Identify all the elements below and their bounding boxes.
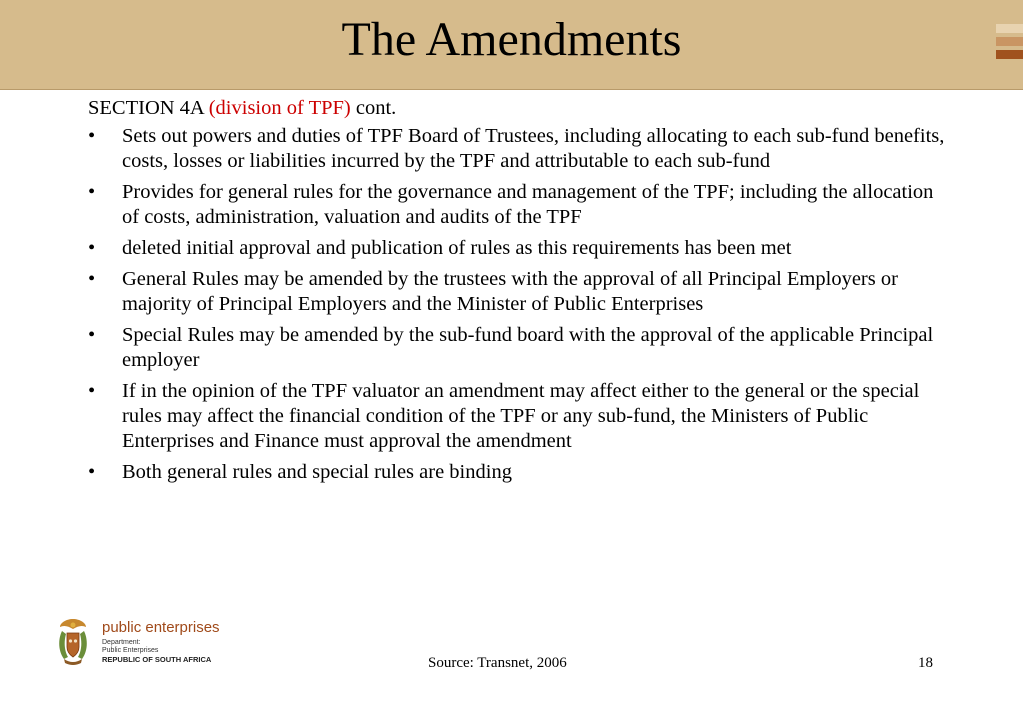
- bullet-text: Sets out powers and duties of TPF Board of Trustees, including allocating to each sub-fund benefits, costs, losses or liabilities incurred by the TPF and attributable to each sub-fund: [122, 125, 945, 172]
- bullet-item: [88, 236, 948, 261]
- title-bar: [0, 0, 1023, 90]
- bullet-text: If in the opinion of the TPF valuator an amendment may affect either to the general or the special rules may affect the financial condition of the TPF or any sub-fund, the Ministers of Public Enterprises and Finance must approval the amendment: [122, 380, 920, 452]
- decorative-stripes: [996, 24, 1023, 63]
- bullet-dot: •: [88, 181, 96, 203]
- bullet-list: [88, 124, 948, 485]
- bullet-item: [88, 460, 948, 485]
- section-label: SECTION 4A: [88, 97, 204, 119]
- section-highlight: (division of TPF): [208, 97, 351, 119]
- logo-country: REPUBLIC OF SOUTH AFRICA: [102, 655, 212, 664]
- stripe-top: [996, 24, 1023, 33]
- bullet-item: [88, 323, 948, 373]
- bullet-text: General Rules may be amended by the trustees with the approval of all Principal Employers or majority of Principal Employers and the Minister of Public Enterprises: [122, 268, 898, 315]
- bullet-dot: •: [88, 237, 96, 259]
- section-heading: [88, 96, 948, 121]
- logo-dept-line: Department:: [102, 639, 141, 646]
- bullet-dot: •: [88, 324, 96, 346]
- bullet-dot: •: [88, 125, 96, 147]
- bullet-text: Special Rules may be amended by the sub-fund board with the approval of the applicable Principal employer: [122, 324, 934, 371]
- page-number: 18: [918, 655, 933, 671]
- logo-dept-name: Public Enterprises: [102, 647, 159, 654]
- bullet-dot: •: [88, 380, 96, 402]
- source-note: Source: Transnet, 2006: [428, 655, 567, 671]
- department-logo: [54, 617, 244, 669]
- bullet-text: Both general rules and special rules are binding: [122, 461, 512, 483]
- bullet-text: deleted initial approval and publication of rules as this requirements has been met: [122, 237, 792, 259]
- slide-content: [88, 96, 948, 491]
- slide-title: The Amendments: [341, 13, 682, 66]
- coat-of-arms-icon: [54, 617, 92, 667]
- bullet-dot: •: [88, 268, 96, 290]
- logo-name: public enterprises: [102, 619, 220, 636]
- bullet-item: [88, 379, 948, 454]
- bullet-item: [88, 267, 948, 317]
- stripe-middle: [996, 37, 1023, 46]
- bullet-text: Provides for general rules for the governance and management of the TPF; including the allocation of costs, administration, valuation and audits of the TPF: [122, 181, 934, 228]
- stripe-bottom: [996, 50, 1023, 59]
- bullet-item: [88, 180, 948, 230]
- section-suffix: cont.: [355, 97, 397, 119]
- bullet-item: [88, 124, 948, 174]
- bullet-dot: •: [88, 461, 96, 483]
